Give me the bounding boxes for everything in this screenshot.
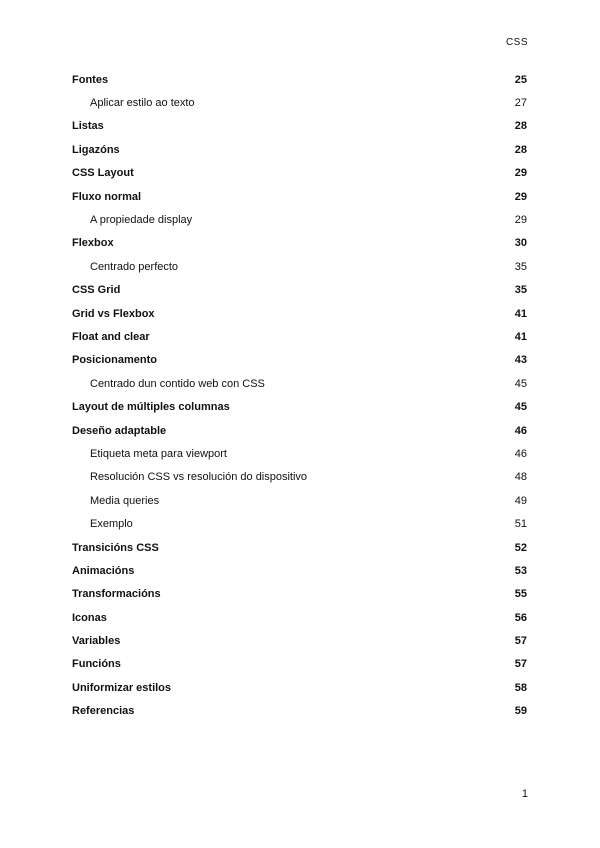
toc-entry[interactable] <box>72 349 527 372</box>
toc-entry-page: 48 <box>514 471 527 484</box>
toc-entry[interactable] <box>72 232 527 255</box>
toc-entry-page: 41 <box>514 307 527 320</box>
toc-entry[interactable] <box>72 115 527 138</box>
toc-entry-page: 29 <box>514 190 527 203</box>
toc-entry-page: 51 <box>514 518 527 531</box>
toc-entry-page: 25 <box>514 73 527 86</box>
toc-entry[interactable] <box>72 395 527 418</box>
page-number: 1 <box>521 788 528 800</box>
toc-subentry[interactable] <box>72 91 527 114</box>
toc-entry-page: 57 <box>514 658 527 671</box>
toc-entry-title: Listas <box>72 120 104 133</box>
toc-entry[interactable] <box>72 583 527 606</box>
toc-subentry[interactable] <box>72 512 527 535</box>
toc-entry[interactable] <box>72 536 527 559</box>
toc-entry-page: 30 <box>514 237 527 250</box>
toc-entry-title: Transicións CSS <box>72 541 159 554</box>
toc-entry[interactable] <box>72 138 527 161</box>
toc-entry-page: 55 <box>514 588 527 601</box>
toc-entry-title: Etiqueta meta para viewport <box>90 447 227 460</box>
toc-entry-page: 29 <box>514 167 527 180</box>
toc-entry[interactable] <box>72 700 527 723</box>
toc-entry-title: Flexbox <box>72 237 114 250</box>
running-header: CSS <box>505 37 528 48</box>
toc-entry[interactable] <box>72 559 527 582</box>
toc-subentry[interactable] <box>72 208 527 231</box>
toc-entry[interactable] <box>72 419 527 442</box>
toc-entry-page: 57 <box>514 635 527 648</box>
toc-entry-page: 35 <box>514 260 527 273</box>
toc-entry[interactable] <box>72 68 527 91</box>
toc-subentry[interactable] <box>72 489 527 512</box>
toc-entry-title: Uniformizar estilos <box>72 681 172 694</box>
toc-entry-page: 58 <box>514 681 527 694</box>
toc-entry-page: 59 <box>514 705 527 718</box>
toc-entry-title: Transformacións <box>72 588 161 601</box>
toc-entry-page: 52 <box>514 541 527 554</box>
toc-entry-title: Grid vs Flexbox <box>72 307 155 320</box>
toc-entry-title: Iconas <box>72 611 107 624</box>
toc-entry-page: 43 <box>514 354 527 367</box>
toc-entry-title: Fluxo normal <box>72 190 142 203</box>
toc-entry-page: 29 <box>514 214 527 227</box>
toc-entry-page: 28 <box>514 120 527 133</box>
toc-entry[interactable] <box>72 325 527 348</box>
toc-entry-title: Fontes <box>72 73 109 86</box>
toc-entry[interactable] <box>72 676 527 699</box>
toc-subentry[interactable] <box>72 442 527 465</box>
toc-entry-title: Deseño adaptable <box>72 424 167 437</box>
toc-entry-page: 45 <box>514 401 527 414</box>
toc-entry-page: 53 <box>514 564 527 577</box>
toc-entry[interactable] <box>72 653 527 676</box>
toc-subentry[interactable] <box>72 255 527 278</box>
toc-subentry[interactable] <box>72 466 527 489</box>
toc-entry-title: Animacións <box>72 564 135 577</box>
toc-entry-title: Float and clear <box>72 330 150 343</box>
toc-entry-title: A propiedade display <box>90 214 193 227</box>
toc-entry-page: 45 <box>514 377 527 390</box>
toc-entry[interactable] <box>72 279 527 302</box>
toc-entry-title: CSS Grid <box>72 284 121 297</box>
toc-entry-title: Centrado perfecto <box>90 260 179 273</box>
toc-entry[interactable] <box>72 606 527 629</box>
toc-entry-title: Referencias <box>72 705 135 718</box>
toc-subentry[interactable] <box>72 372 527 395</box>
toc-entry-page: 46 <box>514 447 527 460</box>
toc-entry-title: Centrado dun contido web con CSS <box>90 377 265 390</box>
toc-entry-title: Media queries <box>90 494 160 507</box>
table-of-contents <box>72 68 527 723</box>
toc-entry-page: 28 <box>514 143 527 156</box>
toc-entry-title: Funcións <box>72 658 121 671</box>
toc-entry[interactable] <box>72 302 527 325</box>
toc-entry-title: Variables <box>72 635 121 648</box>
toc-entry-title: Exemplo <box>90 518 133 531</box>
toc-entry[interactable] <box>72 629 527 652</box>
toc-entry-page: 27 <box>514 97 527 110</box>
toc-entry-title: Layout de múltiples columnas <box>72 401 230 414</box>
toc-entry[interactable] <box>72 185 527 208</box>
toc-entry-page: 49 <box>514 494 527 507</box>
toc-entry-title: Resolución CSS vs resolución do dispositivo <box>90 471 308 484</box>
toc-entry-title: Posicionamento <box>72 354 157 367</box>
toc-entry-page: 46 <box>514 424 527 437</box>
toc-entry-page: 41 <box>514 330 527 343</box>
toc-entry-title: CSS Layout <box>72 167 134 180</box>
toc-entry-page: 56 <box>514 611 527 624</box>
toc-entry-title: Ligazóns <box>72 143 120 156</box>
toc-entry-page: 35 <box>514 284 527 297</box>
toc-entry[interactable] <box>72 162 527 185</box>
toc-entry-title: Aplicar estilo ao texto <box>90 97 195 110</box>
